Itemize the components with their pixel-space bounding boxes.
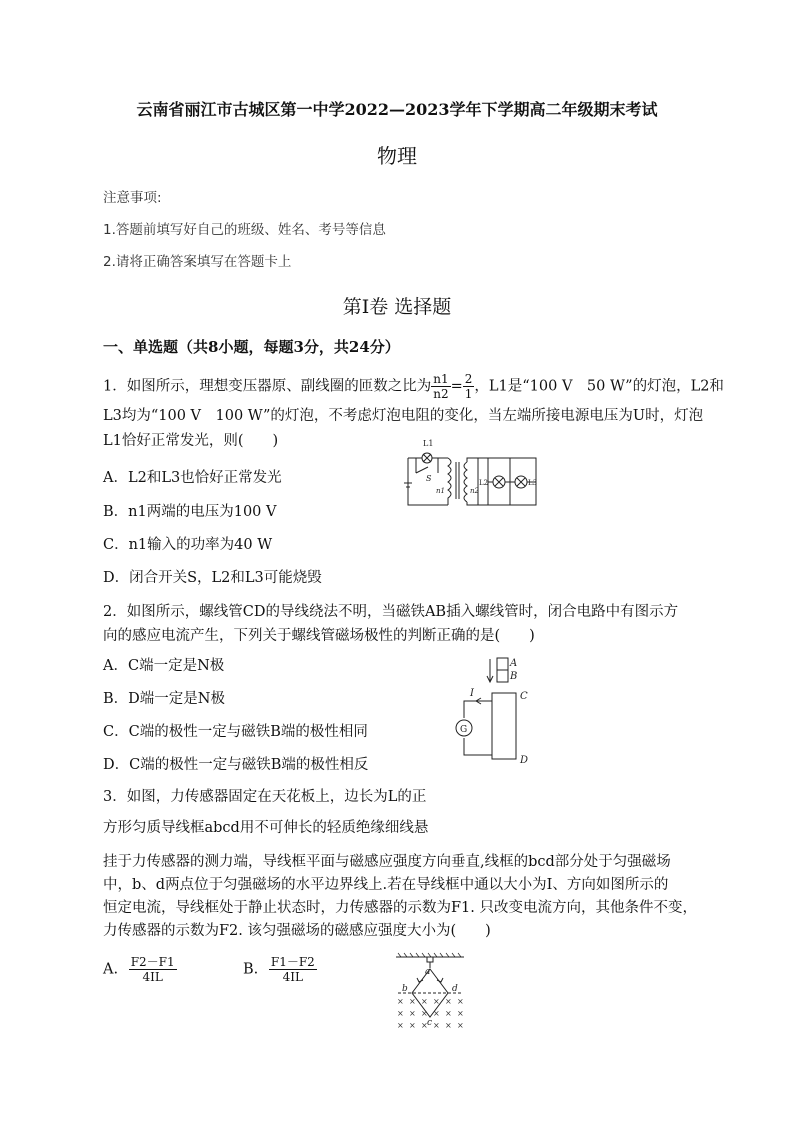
q2-option-a[interactable]: A．C端一定是N极 <box>103 658 225 674</box>
q3-option-b[interactable]: B. $\frac{F1-F2}{4IL}$ <box>243 955 315 984</box>
q1-fig-l3-label: L3 <box>528 479 538 487</box>
q3-wire-frame-figure <box>390 952 470 1034</box>
q1-ratio-rhs: $\frac{2}{1}$ <box>464 372 473 401</box>
q3-line2: 方形匀质导线框abcd用不可伸长的轻质绝缘细线悬 <box>103 820 429 836</box>
q1-option-b[interactable]: B．n1两端的电压为100 V <box>103 504 277 520</box>
field-cross: × <box>409 1009 416 1018</box>
q3-line5: 恒定电流，导线框处于静止状态时，力传感器的示数为F1. 只改变电流方向，其他条件不变， <box>103 900 698 916</box>
field-cross: × <box>409 997 416 1006</box>
q1-fig-s-label: S <box>426 474 432 483</box>
q1-option-a[interactable]: A．L2和L3也恰好正常发光 <box>103 470 282 486</box>
field-cross: × <box>457 1009 464 1018</box>
field-cross: × <box>409 1021 416 1030</box>
q3-line6: 力传感器的示数为F2. 该匀强磁场的磁感应强度大小为( ) <box>103 923 491 939</box>
q1-fig-n2-label: n2 <box>470 487 479 495</box>
q3-fig-b-label: b <box>402 984 408 994</box>
q2-fig-d-label: D <box>520 755 529 766</box>
field-cross: × <box>445 997 452 1006</box>
q2-fig-b-label: B <box>510 671 518 682</box>
q3-line1: 3．如图，力传感器固定在天花板上，边长为L的正 <box>103 789 427 805</box>
field-cross: × <box>397 1009 404 1018</box>
field-cross: × <box>433 1009 440 1018</box>
q2-fig-g-label: G <box>460 725 468 735</box>
q2-fig-i-label: I <box>470 688 474 699</box>
field-cross: × <box>421 1021 428 1030</box>
note-2: 2.请将正确答案填写在答题卡上 <box>103 254 292 270</box>
q3-fig-d-label: d <box>452 984 458 994</box>
q3-line3: 挂于力传感器的测力端，导线框平面与磁感应强度方向垂直,线框的bcd部分处于匀强磁场 <box>103 854 671 870</box>
note-1: 1.答题前填写好自己的班级、姓名、考号等信息 <box>103 222 386 238</box>
q3-option-a[interactable]: A. $\frac{F2-F1}{4IL}$ <box>103 955 175 984</box>
notes-heading: 注意事项: <box>103 190 162 206</box>
field-cross: × <box>445 1009 452 1018</box>
q2-solenoid-figure <box>448 655 538 770</box>
q1-option-d[interactable]: D．闭合开关S，L2和L3可能烧毁 <box>103 570 322 586</box>
q1-fig-n1-label: n1 <box>436 487 445 495</box>
q3-option-b-fraction: $\frac{F1-F2}{4IL}$ <box>270 955 315 984</box>
field-cross: × <box>421 997 428 1006</box>
q3-line4: 中，b、d两点位于匀强磁场的水平边界线上.若在导线框中通以大小为I、方向如图所示的 <box>103 877 669 893</box>
part-heading: 一、单选题（共8小题，每题3分，共24分） <box>103 338 400 356</box>
q1-line3: L1恰好正常发光，则( ) <box>103 433 279 449</box>
q1-line1-text: 1．如图所示，理想变压器原、副线圈的匝数之比为 <box>103 378 432 395</box>
q2-fig-c-label: C <box>520 691 528 702</box>
q1-transformer-circuit-figure <box>398 435 548 510</box>
field-cross: × <box>397 997 404 1006</box>
q2-line1: 2．如图所示，螺线管CD的导线绕法不明，当磁铁AB插入螺线管时，闭合电路中有图示方 <box>103 604 679 620</box>
q1-fig-l1-label: L1 <box>423 439 434 448</box>
q3-fig-c-label: c <box>427 1018 433 1028</box>
q1-line1: 1．如图所示，理想变压器原、副线圈的匝数之比为 $\frac{n1}{n2}$ = $\frac{2}{1}$ ，L1是“100 V 50 W”的灯泡，L2和 <box>103 372 724 401</box>
field-cross: × <box>397 1021 404 1030</box>
q1-line2: L3均为“100 V 100 W”的灯泡，不考虑灯泡电阻的变化，当左端所接电源电压为U时，灯泡 <box>103 408 704 424</box>
q2-option-b[interactable]: B．D端一定是N极 <box>103 691 225 707</box>
subject-title: 物理 <box>377 144 417 168</box>
q1-option-c[interactable]: C．n1输入的功率为40 W <box>103 537 273 553</box>
q3-fig-a-label: a <box>425 967 431 977</box>
q1-ratio-lhs: $\frac{n1}{n2}$ <box>433 372 449 401</box>
q1-fig-l2-label: L2 <box>479 479 489 487</box>
q3-option-a-fraction: $\frac{F2-F1}{4IL}$ <box>130 955 175 984</box>
field-cross: × <box>445 1021 452 1030</box>
field-cross: × <box>457 1021 464 1030</box>
field-cross: × <box>421 1009 428 1018</box>
q2-option-d[interactable]: D．C端的极性一定与磁铁B端的极性相反 <box>103 757 369 773</box>
q2-line2: 向的感应电流产生，下列关于螺线管磁场极性的判断正确的是( ) <box>103 628 535 644</box>
field-cross: × <box>433 1021 440 1030</box>
q2-fig-a-label: A <box>510 658 518 669</box>
field-cross: × <box>433 997 440 1006</box>
q1-line1-tail: ，L1是“100 V 50 W”的灯泡，L2和 <box>474 378 724 395</box>
exam-title: 云南省丽江市古城区第一中学2022—2023学年下学期高二年级期末考试 <box>136 100 658 119</box>
q2-option-c[interactable]: C．C端的极性一定与磁铁B端的极性相同 <box>103 724 368 740</box>
field-cross: × <box>457 997 464 1006</box>
section-title: 第Ⅰ卷 选择题 <box>342 296 452 318</box>
